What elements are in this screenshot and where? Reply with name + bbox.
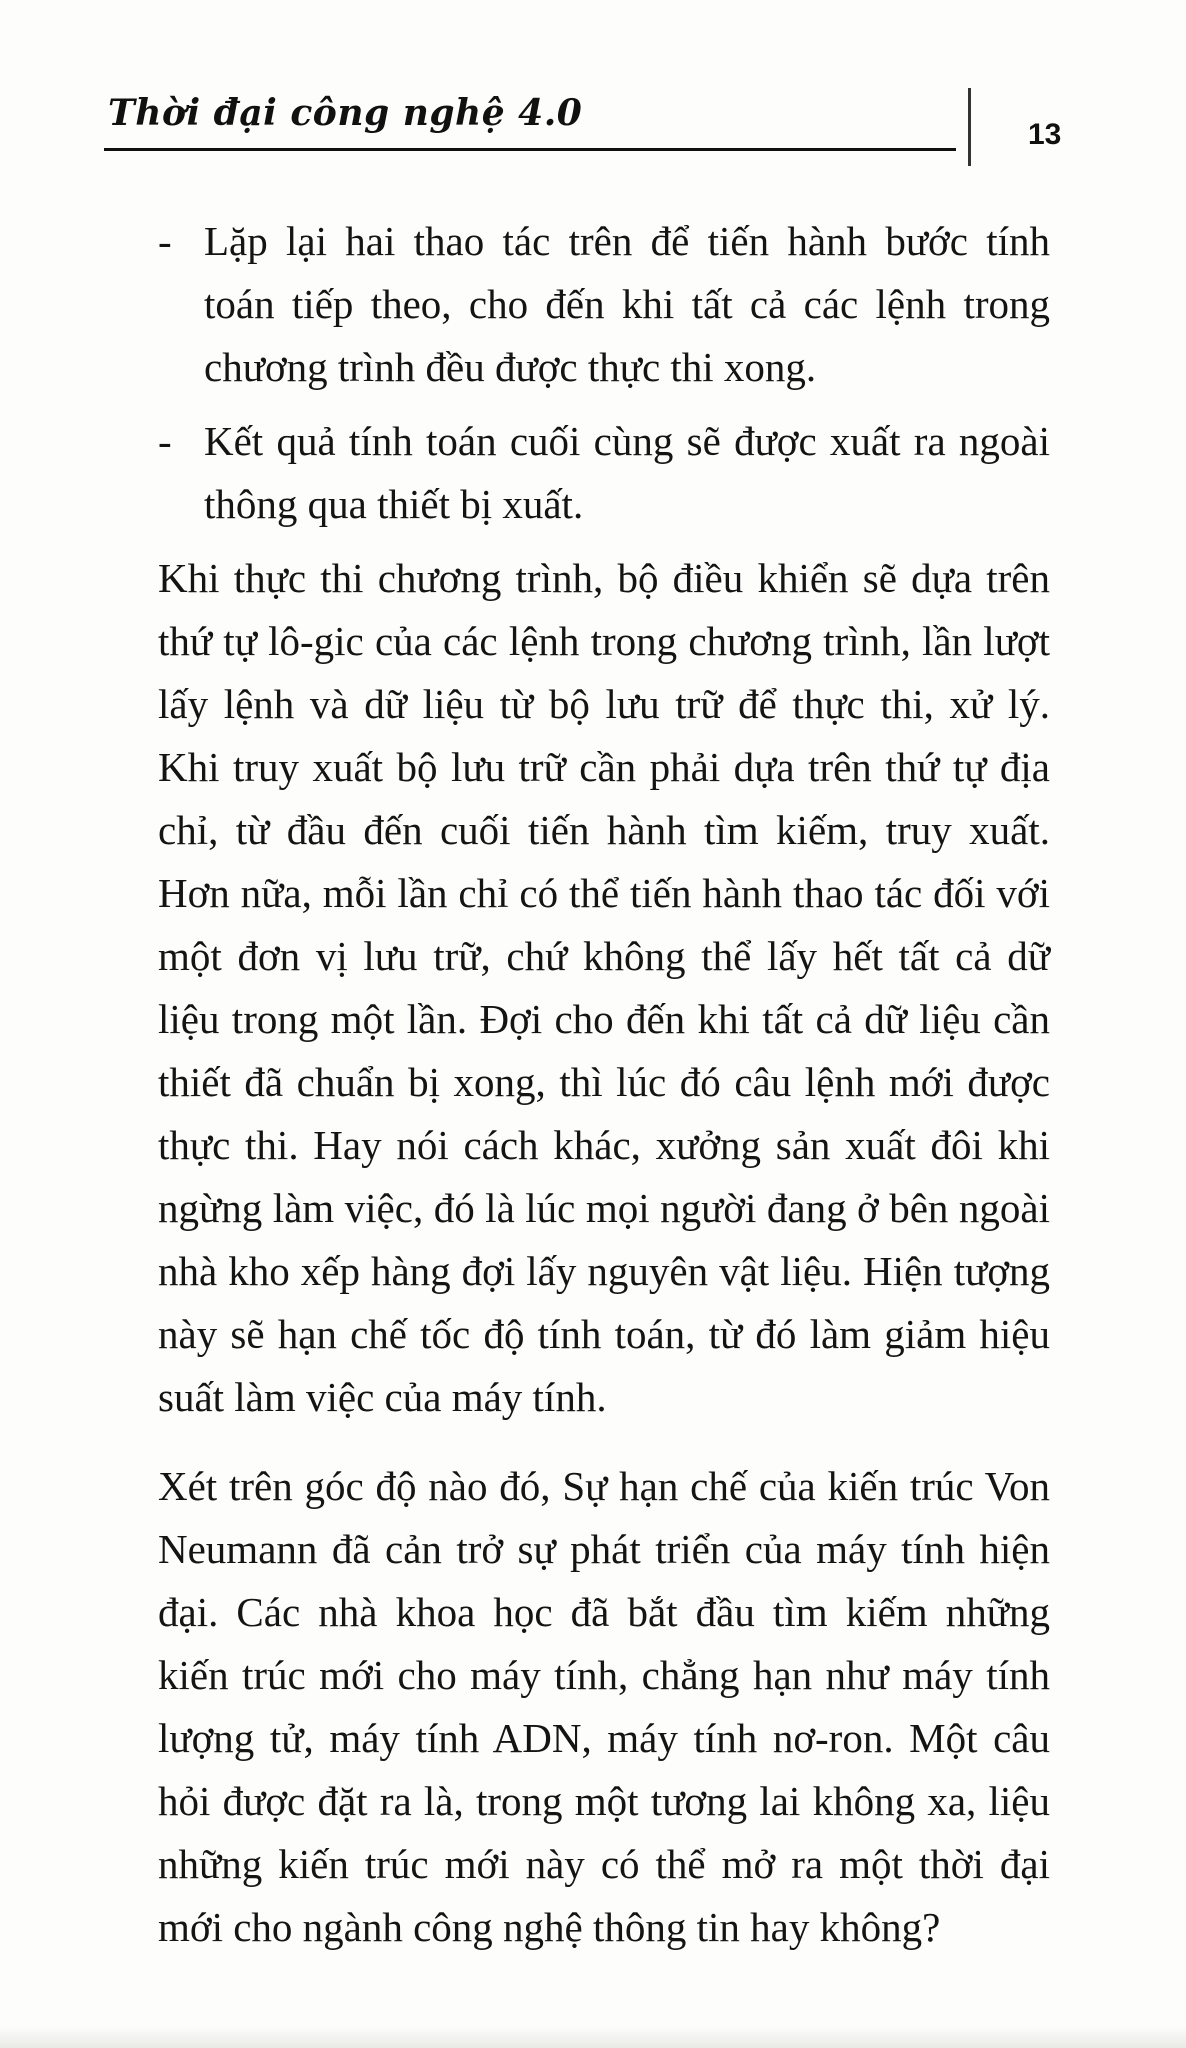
page-edge-shadow — [0, 2026, 1186, 2048]
bullet-text: Kết quả tính toán cuối cùng sẽ được xuất ra ngoài thông qua thiết bị xuất. — [204, 418, 1050, 527]
bullet-item — [158, 210, 1050, 399]
header-rule — [104, 148, 956, 151]
bullet-dash: - — [158, 418, 172, 464]
body-text — [158, 210, 1050, 1959]
running-header-title: Thời đại công nghệ 4.0 — [108, 92, 583, 134]
bullet-text: Lặp lại hai thao tác trên để tiến hành bước tính toán tiếp theo, cho đến khi tất cả các lệnh trong chương trình đều được thực thi xong. — [204, 218, 1050, 390]
paragraph: Xét trên góc độ nào đó, Sự hạn chế của kiến trúc Von Neumann đã cản trở sự phát triển của máy tính hiện đại. Các nhà khoa học đã bắt đầu tìm kiếm những kiến trúc mới cho máy tính, chẳng hạn như máy tính lượng tử, máy tính ADN, máy tính nơ-ron. Một câu hỏi được đặt ra là, trong một tương lai không xa, liệu những kiến trúc mới này có thể mở ra một thời đại mới cho ngành công nghệ thông tin hay không? — [158, 1463, 1050, 1950]
page-number: 13 — [1028, 118, 1062, 151]
header-divider — [968, 88, 971, 166]
bullet-dash: - — [158, 218, 172, 264]
paragraph: Khi thực thi chương trình, bộ điều khiển sẽ dựa trên thứ tự lô-gic của các lệnh trong chương trình, lần lượt lấy lệnh và dữ liệu từ bộ lưu trữ để thực thi, xử lý. Khi truy xuất bộ lưu trữ cần phải dựa trên thứ tự địa chỉ, từ đầu đến cuối tiến hành tìm kiếm, truy xuất. Hơn nữa, mỗi lần chỉ có thể tiến hành thao tác đối với một đơn vị lưu trữ, chứ không thể lấy hết tất cả dữ liệu trong một lần. Đợi cho đến khi tất cả dữ liệu cần thiết đã chuẩn bị xong, thì lúc đó câu lệnh mới được thực thi. Hay nói cách khác, xưởng sản xuất đôi khi ngừng làm việc, đó là lúc mọi người đang ở bên ngoài nhà kho xếp hàng đợi lấy nguyên vật liệu. Hiện tượng này sẽ hạn chế tốc độ tính toán, từ đó làm giảm hiệu suất làm việc của máy tính. — [158, 555, 1050, 1420]
bullet-item — [158, 410, 1050, 536]
